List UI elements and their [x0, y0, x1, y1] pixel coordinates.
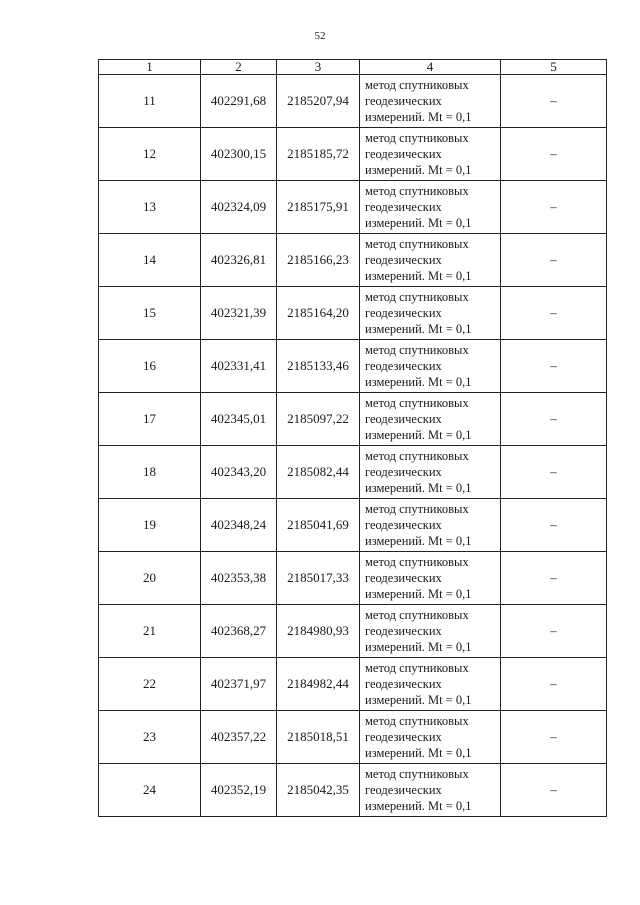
note-cell: – [501, 446, 607, 499]
column-header-2: 2 [201, 60, 277, 75]
table-row [99, 552, 607, 605]
method-text-line: измерений. Mt = 0,1 [365, 640, 472, 654]
note-cell: – [501, 287, 607, 340]
x-coordinate-cell: 402300,15 [201, 128, 277, 181]
method-cell [360, 75, 501, 128]
table-row [99, 393, 607, 446]
note-cell: – [501, 75, 607, 128]
method-text-line: метод спутниковых [365, 184, 469, 198]
method-text-line: метод спутниковых [365, 608, 469, 622]
method-text-line: метод спутниковых [365, 714, 469, 728]
x-coordinate-cell: 402353,38 [201, 552, 277, 605]
method-text-line: геодезических [365, 783, 442, 797]
method-text-line: геодезических [365, 465, 442, 479]
x-coordinate-cell: 402368,27 [201, 605, 277, 658]
method-cell [360, 552, 501, 605]
method-text-line: метод спутниковых [365, 78, 469, 92]
note-cell: – [501, 658, 607, 711]
method-text-line: геодезических [365, 253, 442, 267]
point-number-cell: 19 [99, 499, 201, 552]
y-coordinate-cell: 2184980,93 [277, 605, 360, 658]
note-cell: – [501, 605, 607, 658]
method-text-line: геодезических [365, 200, 442, 214]
point-number-cell: 17 [99, 393, 201, 446]
method-text-line: геодезических [365, 518, 442, 532]
y-coordinate-cell: 2185042,35 [277, 764, 360, 817]
y-coordinate-cell: 2185164,20 [277, 287, 360, 340]
point-number-cell: 18 [99, 446, 201, 499]
table-row [99, 181, 607, 234]
method-text-line: измерений. Mt = 0,1 [365, 269, 472, 283]
table-row [99, 234, 607, 287]
method-text-line: геодезических [365, 359, 442, 373]
method-text-line: метод спутниковых [365, 502, 469, 516]
method-text-line: измерений. Mt = 0,1 [365, 163, 472, 177]
method-cell [360, 181, 501, 234]
y-coordinate-cell: 2185175,91 [277, 181, 360, 234]
table-row [99, 764, 607, 817]
note-cell: – [501, 128, 607, 181]
method-text-line: метод спутниковых [365, 290, 469, 304]
table-row [99, 605, 607, 658]
x-coordinate-cell: 402324,09 [201, 181, 277, 234]
column-header-4: 4 [360, 60, 501, 75]
method-cell [360, 658, 501, 711]
note-cell: – [501, 764, 607, 817]
note-cell: – [501, 340, 607, 393]
method-text-line: метод спутниковых [365, 661, 469, 675]
method-cell [360, 287, 501, 340]
method-text-line: измерений. Mt = 0,1 [365, 322, 472, 336]
method-cell [360, 446, 501, 499]
note-cell: – [501, 234, 607, 287]
method-text-line: геодезических [365, 94, 442, 108]
method-cell [360, 393, 501, 446]
method-cell [360, 340, 501, 393]
page-number: 52 [314, 30, 326, 42]
method-text-line: геодезических [365, 677, 442, 691]
method-text-line: метод спутниковых [365, 396, 469, 410]
x-coordinate-cell: 402357,22 [201, 711, 277, 764]
method-text-line: геодезических [365, 306, 442, 320]
x-coordinate-cell: 402291,68 [201, 75, 277, 128]
y-coordinate-cell: 2185185,72 [277, 128, 360, 181]
table-header-row [99, 60, 607, 75]
point-number-cell: 16 [99, 340, 201, 393]
y-coordinate-cell: 2185097,22 [277, 393, 360, 446]
method-text-line: геодезических [365, 730, 442, 744]
note-cell: – [501, 711, 607, 764]
point-number-cell: 15 [99, 287, 201, 340]
method-text-line: измерений. Mt = 0,1 [365, 481, 472, 495]
method-cell [360, 764, 501, 817]
table-body [99, 75, 607, 817]
table-row [99, 75, 607, 128]
note-cell: – [501, 552, 607, 605]
point-number-cell: 20 [99, 552, 201, 605]
y-coordinate-cell: 2184982,44 [277, 658, 360, 711]
column-header-5: 5 [501, 60, 607, 75]
method-text-line: метод спутниковых [365, 555, 469, 569]
x-coordinate-cell: 402343,20 [201, 446, 277, 499]
x-coordinate-cell: 402331,41 [201, 340, 277, 393]
x-coordinate-cell: 402371,97 [201, 658, 277, 711]
method-text-line: измерений. Mt = 0,1 [365, 587, 472, 601]
x-coordinate-cell: 402348,24 [201, 499, 277, 552]
column-header-1: 1 [99, 60, 201, 75]
method-text-line: метод спутниковых [365, 237, 469, 251]
point-number-cell: 14 [99, 234, 201, 287]
method-cell [360, 234, 501, 287]
method-text-line: геодезических [365, 147, 442, 161]
table-row [99, 128, 607, 181]
method-text-line: измерений. Mt = 0,1 [365, 534, 472, 548]
method-text-line: метод спутниковых [365, 449, 469, 463]
y-coordinate-cell: 2185018,51 [277, 711, 360, 764]
method-text-line: измерений. Mt = 0,1 [365, 216, 472, 230]
method-text-line: метод спутниковых [365, 767, 469, 781]
point-number-cell: 24 [99, 764, 201, 817]
table-row [99, 446, 607, 499]
y-coordinate-cell: 2185166,23 [277, 234, 360, 287]
point-number-cell: 13 [99, 181, 201, 234]
method-text-line: геодезических [365, 571, 442, 585]
point-number-cell: 22 [99, 658, 201, 711]
method-text-line: геодезических [365, 624, 442, 638]
y-coordinate-cell: 2185133,46 [277, 340, 360, 393]
table-row [99, 711, 607, 764]
method-cell [360, 605, 501, 658]
y-coordinate-cell: 2185082,44 [277, 446, 360, 499]
method-text-line: измерений. Mt = 0,1 [365, 799, 472, 813]
y-coordinate-cell: 2185017,33 [277, 552, 360, 605]
table-row [99, 340, 607, 393]
point-number-cell: 11 [99, 75, 201, 128]
x-coordinate-cell: 402352,19 [201, 764, 277, 817]
method-cell [360, 128, 501, 181]
point-number-cell: 12 [99, 128, 201, 181]
column-header-3: 3 [277, 60, 360, 75]
table-row [99, 287, 607, 340]
method-cell [360, 711, 501, 764]
y-coordinate-cell: 2185041,69 [277, 499, 360, 552]
point-number-cell: 23 [99, 711, 201, 764]
note-cell: – [501, 181, 607, 234]
method-text-line: геодезических [365, 412, 442, 426]
table-row [99, 499, 607, 552]
method-text-line: метод спутниковых [365, 131, 469, 145]
method-text-line: измерений. Mt = 0,1 [365, 746, 472, 760]
method-text-line: метод спутниковых [365, 343, 469, 357]
method-text-line: измерений. Mt = 0,1 [365, 375, 472, 389]
note-cell: – [501, 393, 607, 446]
method-text-line: измерений. Mt = 0,1 [365, 110, 472, 124]
method-text-line: измерений. Mt = 0,1 [365, 428, 472, 442]
coordinates-table [98, 59, 607, 817]
x-coordinate-cell: 402345,01 [201, 393, 277, 446]
point-number-cell: 21 [99, 605, 201, 658]
y-coordinate-cell: 2185207,94 [277, 75, 360, 128]
method-cell [360, 499, 501, 552]
note-cell: – [501, 499, 607, 552]
x-coordinate-cell: 402321,39 [201, 287, 277, 340]
table-row [99, 658, 607, 711]
method-text-line: измерений. Mt = 0,1 [365, 693, 472, 707]
x-coordinate-cell: 402326,81 [201, 234, 277, 287]
